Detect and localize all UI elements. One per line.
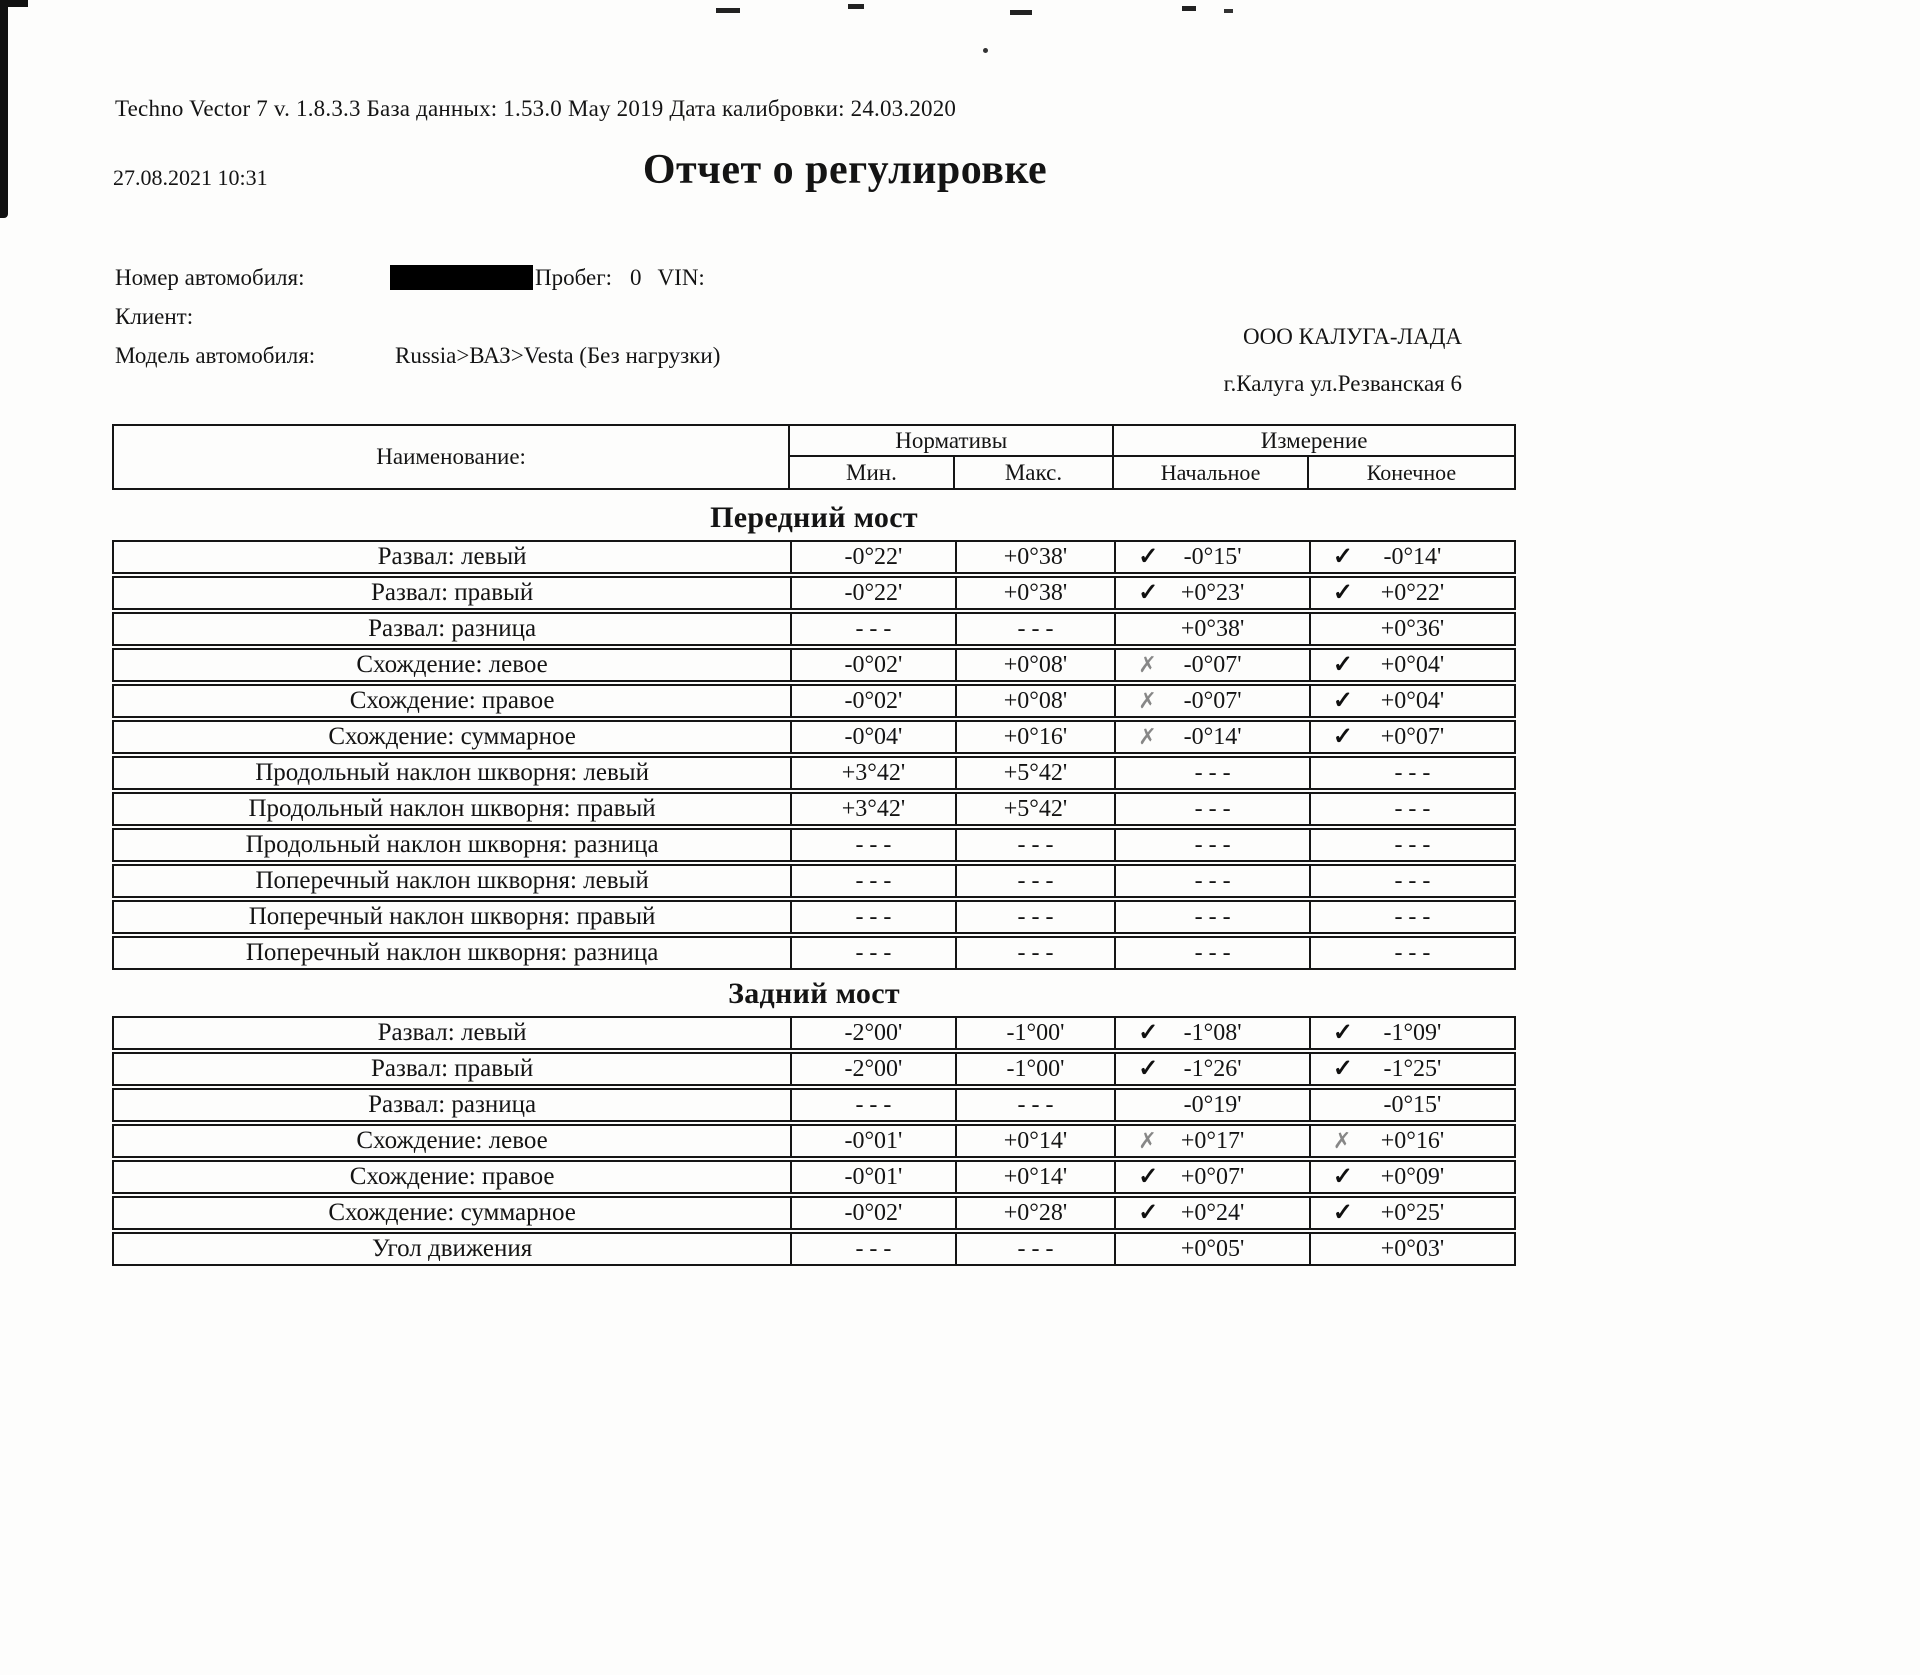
check-icon: ✓: [1332, 1056, 1353, 1082]
final-measurement-value: -1°25': [1383, 1056, 1442, 1082]
column-group-norms: Нормативы: [790, 426, 1114, 457]
parameter-name: Развал: разница: [368, 615, 537, 642]
cross-icon: ✗: [1138, 652, 1157, 677]
axle-section-title: Задний мост: [728, 977, 900, 1010]
check-icon: ✓: [1332, 724, 1353, 750]
company-block: [1224, 322, 1462, 399]
parameter-name: Развал: правый: [370, 1055, 534, 1082]
final-measurement-value: +0°03': [1380, 1236, 1445, 1262]
scan-artifact: [983, 48, 988, 53]
max-norm: - - -: [955, 830, 1115, 860]
initial-measurement: [1114, 1198, 1309, 1228]
initial-measurement-value: - - -: [1194, 868, 1231, 894]
max-norm: +0°38': [955, 578, 1115, 608]
table-row: [112, 1088, 1516, 1122]
parameter-name: Схождение: правое: [349, 1163, 555, 1190]
min-norm: +3°42': [790, 794, 955, 824]
min-norm: - - -: [790, 866, 955, 896]
table-row: [112, 1052, 1516, 1086]
table-body: [112, 496, 1516, 1268]
parameter-name: Поперечный наклон шкворня: разница: [245, 939, 659, 966]
cross-icon: ✗: [1138, 1128, 1157, 1153]
min-norm: - - -: [790, 1234, 955, 1264]
max-norm: +0°08': [955, 686, 1115, 716]
company-name: ООО КАЛУГА-ЛАДА: [1243, 324, 1462, 349]
system-info-line: Techno Vector 7 v. 1.8.3.3 База данных: 1.53.0 May 2019 Дата калибровки: 24.03.2020: [115, 96, 957, 121]
final-measurement: [1309, 1234, 1514, 1264]
vehicle-info-block: [115, 263, 720, 380]
initial-measurement: [1114, 938, 1309, 968]
initial-measurement-value: - - -: [1194, 940, 1231, 966]
initial-measurement-value: +0°07': [1180, 1164, 1245, 1190]
min-norm: -0°22': [790, 542, 955, 572]
check-icon: ✓: [1332, 544, 1353, 570]
initial-measurement-value: - - -: [1194, 904, 1231, 930]
min-norm: - - -: [790, 614, 955, 644]
max-norm: +0°14': [955, 1126, 1115, 1156]
parameter-name: Схождение: левое: [356, 1127, 548, 1154]
final-measurement: [1309, 614, 1514, 644]
final-measurement-value: +0°07': [1380, 724, 1445, 750]
parameter-name: Развал: правый: [370, 579, 534, 606]
cross-icon: ✗: [1138, 688, 1157, 713]
min-norm: -0°01': [790, 1162, 955, 1192]
vin-label: VIN:: [657, 265, 705, 290]
final-measurement-value: - - -: [1394, 940, 1431, 966]
parameter-name: Поперечный наклон шкворня: левый: [255, 867, 649, 894]
parameter-name: Схождение: правое: [349, 687, 555, 714]
initial-measurement-value: -0°07': [1183, 688, 1242, 714]
column-header-max: Макс.: [955, 457, 1115, 488]
column-header-min: Мин.: [790, 457, 955, 488]
final-measurement: [1309, 1162, 1514, 1192]
max-norm: +0°16': [955, 722, 1115, 752]
initial-measurement-value: -0°07': [1183, 652, 1242, 678]
max-norm: - - -: [955, 1090, 1115, 1120]
final-measurement: [1309, 794, 1514, 824]
table-row: [112, 612, 1516, 646]
check-icon: ✓: [1138, 544, 1159, 570]
column-header-final: Конечное: [1366, 459, 1457, 485]
final-measurement-value: - - -: [1394, 796, 1431, 822]
final-measurement-value: - - -: [1394, 904, 1431, 930]
final-measurement-value: - - -: [1394, 760, 1431, 786]
min-norm: -0°02': [790, 686, 955, 716]
table-row: [112, 1124, 1516, 1158]
initial-measurement-value: - - -: [1194, 760, 1231, 786]
min-norm: -2°00': [790, 1054, 955, 1084]
max-norm: -1°00': [955, 1018, 1115, 1048]
final-measurement: [1309, 1090, 1514, 1120]
min-norm: - - -: [790, 902, 955, 932]
table-header: [112, 424, 1516, 490]
min-norm: -0°02': [790, 650, 955, 680]
final-measurement-value: -0°14': [1383, 544, 1442, 570]
initial-measurement-value: +0°05': [1180, 1236, 1245, 1262]
final-measurement-value: +0°04': [1380, 688, 1445, 714]
check-icon: ✓: [1138, 1164, 1159, 1190]
initial-measurement-value: +0°38': [1180, 616, 1245, 642]
final-measurement-value: +0°16': [1380, 1128, 1445, 1154]
final-measurement-value: +0°09': [1380, 1164, 1445, 1190]
table-row: [112, 1232, 1516, 1266]
final-measurement: [1309, 686, 1514, 716]
initial-measurement: [1114, 830, 1309, 860]
table-row: [112, 1160, 1516, 1194]
initial-measurement: [1114, 902, 1309, 932]
initial-measurement-value: +0°24': [1180, 1200, 1245, 1226]
company-address: г.Калуга ул.Резванская 6: [1223, 371, 1462, 396]
report-datetime: 27.08.2021 10:31: [113, 165, 268, 190]
initial-measurement: [1114, 758, 1309, 788]
min-norm: - - -: [790, 830, 955, 860]
table-row: [112, 936, 1516, 970]
final-measurement-value: -1°09': [1383, 1020, 1442, 1046]
check-icon: ✓: [1332, 1020, 1353, 1046]
initial-measurement: [1114, 794, 1309, 824]
scan-edge-artifact: [0, 0, 28, 7]
table-row: [112, 792, 1516, 826]
cross-icon: ✗: [1138, 724, 1157, 749]
column-header-initial: Начальное: [1114, 457, 1309, 488]
parameter-name: Продольный наклон шкворня: правый: [248, 795, 656, 822]
min-norm: -0°04': [790, 722, 955, 752]
table-row: [112, 684, 1516, 718]
final-measurement-value: - - -: [1394, 868, 1431, 894]
final-measurement-value: - - -: [1394, 832, 1431, 858]
final-measurement: [1309, 650, 1514, 680]
initial-measurement: [1114, 1054, 1309, 1084]
table-row: [112, 1196, 1516, 1230]
parameter-name: Угол движения: [371, 1235, 533, 1262]
initial-measurement: [1114, 1090, 1309, 1120]
check-icon: ✓: [1138, 1200, 1159, 1226]
final-measurement: [1309, 866, 1514, 896]
scan-artifact: [716, 8, 740, 13]
min-norm: -0°02': [790, 1198, 955, 1228]
client-label: Клиент:: [115, 304, 194, 329]
table-row: [112, 756, 1516, 790]
scan-artifact: [1010, 10, 1032, 15]
initial-measurement: [1114, 542, 1309, 572]
max-norm: +5°42': [955, 758, 1115, 788]
table-row: [112, 864, 1516, 898]
parameter-name: Продольный наклон шкворня: разница: [245, 831, 659, 858]
car-number-line: [115, 263, 720, 302]
final-measurement: [1309, 1198, 1514, 1228]
initial-measurement: [1114, 722, 1309, 752]
final-measurement: [1309, 578, 1514, 608]
table-row: [112, 900, 1516, 934]
initial-measurement-value: - - -: [1194, 832, 1231, 858]
max-norm: - - -: [955, 902, 1115, 932]
max-norm: +0°08': [955, 650, 1115, 680]
report-title: Отчет о регулировке: [642, 147, 1048, 193]
final-measurement: [1309, 902, 1514, 932]
initial-measurement-value: +0°17': [1180, 1128, 1245, 1154]
initial-measurement-value: -1°08': [1183, 1020, 1242, 1046]
initial-measurement-value: +0°23': [1180, 580, 1245, 606]
initial-measurement: [1114, 1234, 1309, 1264]
final-measurement-value: +0°25': [1380, 1200, 1445, 1226]
mileage-value: 0: [630, 265, 642, 290]
parameter-name: Схождение: суммарное: [328, 723, 576, 750]
redacted-car-number: [390, 265, 533, 290]
final-measurement: [1309, 830, 1514, 860]
min-norm: +3°42': [790, 758, 955, 788]
car-number-label: Номер автомобиля:: [115, 265, 305, 290]
final-measurement: [1309, 1126, 1514, 1156]
cross-icon: ✗: [1332, 1128, 1352, 1153]
model-value: Russia>ВАЗ>Vesta (Без нагрузки): [395, 343, 721, 368]
table-row: [112, 1016, 1516, 1050]
min-norm: -0°22': [790, 578, 955, 608]
max-norm: +0°14': [955, 1162, 1115, 1192]
column-header-name: Наименование:: [114, 426, 790, 488]
check-icon: ✓: [1332, 580, 1353, 606]
final-measurement: [1309, 758, 1514, 788]
scan-artifact: [1182, 6, 1196, 11]
final-measurement: [1309, 938, 1514, 968]
parameter-name: Развал: левый: [377, 543, 527, 570]
initial-measurement: [1114, 614, 1309, 644]
table-row: [112, 720, 1516, 754]
axle-section-title: Передний мост: [710, 501, 918, 534]
initial-measurement: [1114, 866, 1309, 896]
check-icon: ✓: [1332, 688, 1353, 714]
parameter-name: Поперечный наклон шкворня: правый: [248, 903, 656, 930]
final-measurement: [1309, 1054, 1514, 1084]
column-group-measurement: Измерение: [1114, 426, 1514, 457]
scan-artifact: [1224, 9, 1233, 13]
max-norm: -1°00': [955, 1054, 1115, 1084]
model-line: [115, 341, 720, 380]
min-norm: -0°01': [790, 1126, 955, 1156]
max-norm: - - -: [955, 1234, 1115, 1264]
initial-measurement-value: -1°26': [1183, 1056, 1242, 1082]
table-row: [112, 828, 1516, 862]
initial-measurement-value: - - -: [1194, 796, 1231, 822]
min-norm: - - -: [790, 938, 955, 968]
table-row: [112, 576, 1516, 610]
scan-artifact: [848, 4, 864, 9]
max-norm: - - -: [955, 866, 1115, 896]
parameter-name: Развал: разница: [368, 1091, 537, 1118]
initial-measurement-value: -0°19': [1183, 1092, 1242, 1118]
initial-measurement: [1114, 578, 1309, 608]
client-line: [115, 302, 720, 341]
max-norm: +0°28': [955, 1198, 1115, 1228]
initial-measurement: [1114, 1018, 1309, 1048]
min-norm: - - -: [790, 1090, 955, 1120]
check-icon: ✓: [1332, 1164, 1353, 1190]
min-norm: -2°00': [790, 1018, 955, 1048]
final-measurement-value: +0°22': [1380, 580, 1445, 606]
table-row: [112, 540, 1516, 574]
initial-measurement: [1114, 650, 1309, 680]
parameter-name: Схождение: суммарное: [328, 1199, 576, 1226]
max-norm: - - -: [955, 614, 1115, 644]
initial-measurement: [1114, 1126, 1309, 1156]
initial-measurement: [1114, 686, 1309, 716]
check-icon: ✓: [1138, 1020, 1159, 1046]
final-measurement-value: +0°04': [1380, 652, 1445, 678]
max-norm: - - -: [955, 938, 1115, 968]
table-row: [112, 648, 1516, 682]
parameter-name: Развал: левый: [377, 1019, 527, 1046]
check-icon: ✓: [1138, 1056, 1159, 1082]
check-icon: ✓: [1332, 1200, 1353, 1226]
parameter-name: Схождение: левое: [356, 651, 548, 678]
check-icon: ✓: [1332, 652, 1353, 678]
final-measurement: [1309, 1018, 1514, 1048]
initial-measurement-value: -0°15': [1183, 544, 1242, 570]
model-label: Модель автомобиля:: [115, 343, 316, 368]
final-measurement: [1309, 722, 1514, 752]
mileage-label: Пробег:: [535, 265, 613, 290]
final-measurement-value: -0°15': [1383, 1092, 1442, 1118]
initial-measurement: [1114, 1162, 1309, 1192]
parameter-name: Продольный наклон шкворня: левый: [255, 759, 649, 786]
final-measurement-value: +0°36': [1380, 616, 1445, 642]
max-norm: +0°38': [955, 542, 1115, 572]
final-measurement: [1309, 542, 1514, 572]
check-icon: ✓: [1138, 580, 1159, 606]
initial-measurement-value: -0°14': [1183, 724, 1242, 750]
max-norm: +5°42': [955, 794, 1115, 824]
